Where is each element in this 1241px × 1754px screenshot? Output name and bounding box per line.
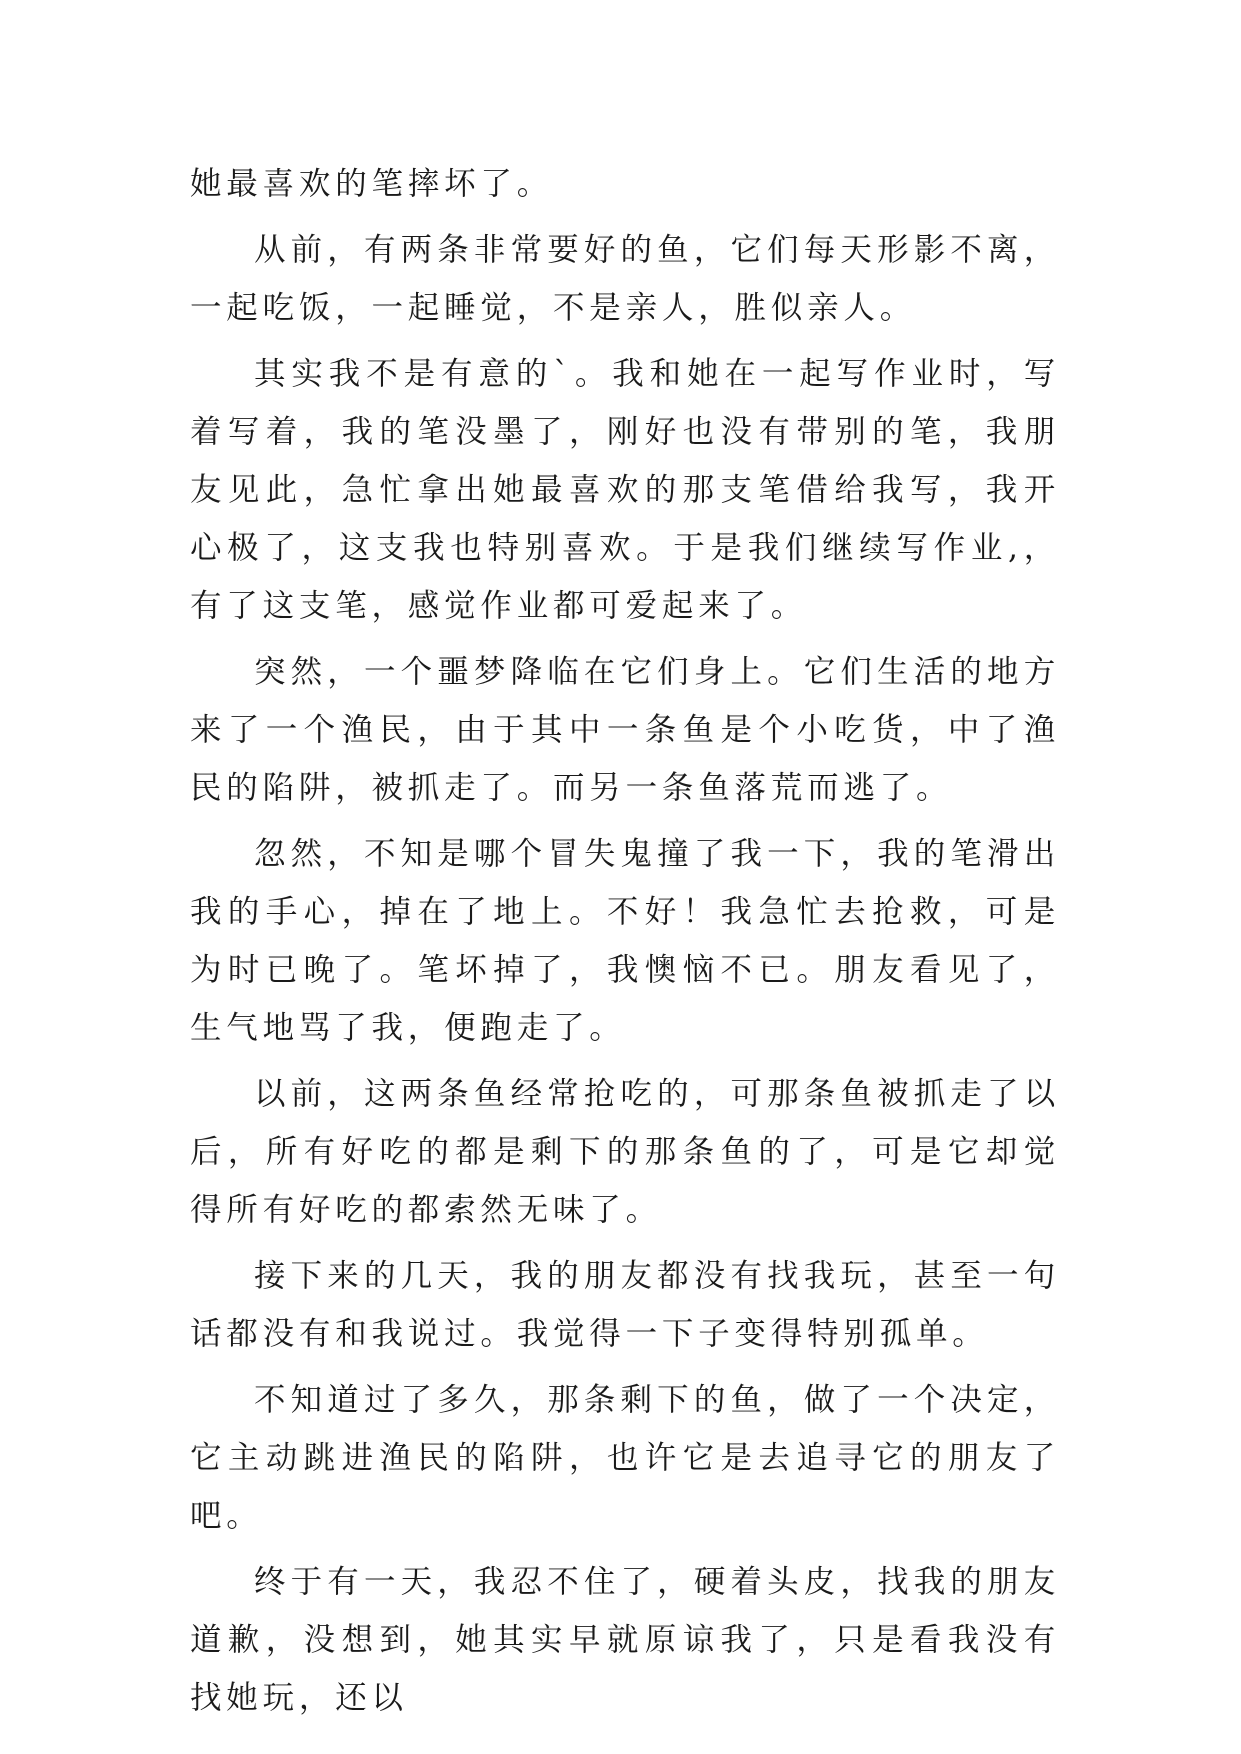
paragraph-1: 她最喜欢的笔摔坏了。 xyxy=(190,166,554,202)
paragraph-2: 从前，有两条非常要好的鱼，它们每天形影不离，一起吃饭，一起睡觉，不是亲人，胜似亲人。 xyxy=(190,232,1060,326)
paragraph-9: 终于有一天，我忍不住了，硬着头皮，找我的朋友道歉，没想到，她其实早就原谅我了，只是看我没有找她玩，还以 xyxy=(190,1564,1060,1716)
paragraph-5: 忽然，不知是哪个冒失鬼撞了我一下，我的笔滑出我的手心，掉在了地上。不好！我急忙去抢救，可是为时已晚了。笔坏掉了，我懊恼不已。朋友看见了，生气地骂了我，便跑走了。 xyxy=(190,836,1060,1046)
paragraph-4: 突然，一个噩梦降临在它们身上。它们生活的地方来了一个渔民，由于其中一条鱼是个小吃货，中了渔民的陷阱，被抓走了。而另一条鱼落荒而逃了。 xyxy=(190,654,1060,806)
document-body xyxy=(190,155,1060,1735)
paragraph-6: 以前，这两条鱼经常抢吃的，可那条鱼被抓走了以后，所有好吃的都是剩下的那条鱼的了，可是它却觉得所有好吃的都索然无味了。 xyxy=(190,1076,1060,1228)
paragraph-3: 其实我不是有意的`。我和她在一起写作业时，写着写着，我的笔没墨了，刚好也没有带别的笔，我朋友见此，急忙拿出她最喜欢的那支笔借给我写，我开心极了，这支我也特别喜欢。于是我们继续写作业,，有了这支笔，感觉作业都可爱起来了。 xyxy=(190,356,1060,624)
paragraph-8: 不知道过了多久，那条剩下的鱼，做了一个决定，它主动跳进渔民的陷阱，也许它是去追寻它的朋友了吧。 xyxy=(190,1382,1060,1534)
paragraph-7: 接下来的几天，我的朋友都没有找我玩，甚至一句话都没有和我说过。我觉得一下子变得特别孤单。 xyxy=(190,1258,1060,1352)
